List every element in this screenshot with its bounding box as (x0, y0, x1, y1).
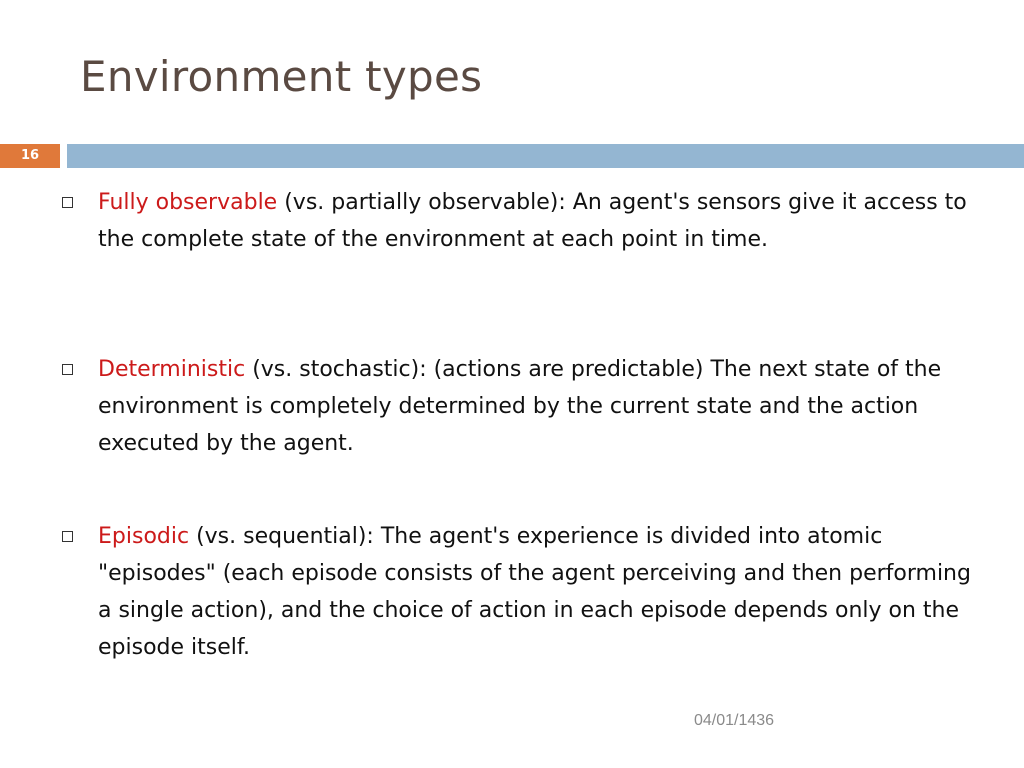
slide-title: Environment types (80, 52, 483, 101)
definition-fully-observable: (vs. partially observable): An agent's sensors give it access to the complete state of the environment at each point in time. (98, 190, 967, 252)
definition-episodic: (vs. sequential): The agent's experience is divided into atomic "episodes" (each episode consists of the agent perceiving and then performing a single action), and the choice of action in each episode depends only on the episode itself. (98, 524, 971, 660)
bullet-text (98, 351, 988, 462)
definition-deterministic: (vs. stochastic): (actions are predictable) The next state of the environment is completely determined by the current state and the action executed by the agent. (98, 357, 942, 456)
square-bullet-icon (62, 531, 73, 542)
square-bullet-icon (62, 197, 73, 208)
term-fully-observable: Fully observable (98, 190, 278, 215)
square-bullet-icon (62, 364, 73, 375)
slide-number-badge: 16 (0, 144, 60, 168)
term-deterministic: Deterministic (98, 357, 246, 382)
term-episodic: Episodic (98, 524, 190, 549)
header-bar (67, 144, 1024, 168)
bullet-text (98, 518, 988, 666)
footer-date: 04/01/1436 (694, 712, 775, 729)
bullet-text (98, 184, 988, 258)
